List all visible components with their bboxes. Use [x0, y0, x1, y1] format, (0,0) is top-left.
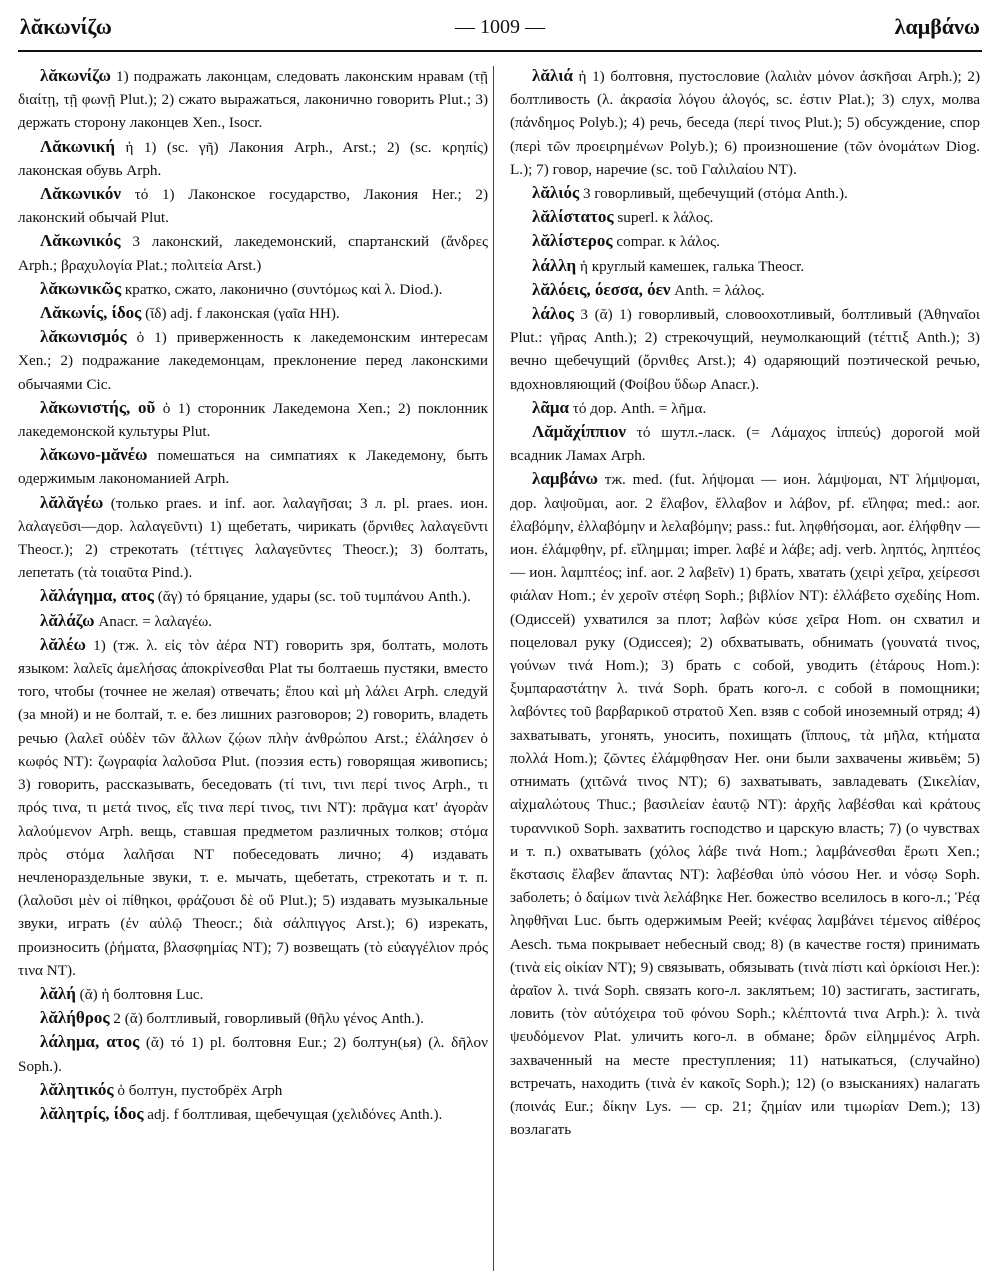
dictionary-entry — [18, 1102, 488, 1126]
dictionary-entry — [510, 205, 980, 229]
entry-definition: τό шутл.-ласк. (= Λάμαχος ἱππεύς) дорогой мой всадник Ламах Arph. — [510, 424, 980, 465]
running-head-right: λαμβάνω — [894, 14, 980, 39]
entry-headword: λαμβάνω — [532, 469, 598, 489]
entry-definition: Anth. = λάλος. — [670, 281, 765, 299]
dictionary-entry — [18, 633, 488, 982]
dictionary-entry — [18, 64, 488, 135]
page-number: — 1009 — — [455, 16, 545, 38]
entry-definition: (только praes. и inf. aor. λαλαγῆσαι; 3 л. pl. praes. ион. λαλαγεῦσι—дор. λαλαγεῦντι) 1) щебетать, чирикать (ὄρνιθες λαλαγεῦντι Theocr.); 2) стрекотать (τέττιγες λαλαγεῦντες Theocr.); 3) болтать, лепетать (τὰ τοιαῦτα Pind.). — [18, 494, 488, 582]
dictionary-entry — [510, 420, 980, 467]
entry-headword: λᾰλάζω — [40, 610, 95, 630]
column-divider — [493, 66, 494, 1271]
dictionary-entry — [510, 254, 980, 278]
dictionary-entry — [18, 325, 488, 396]
dictionary-entry — [18, 229, 488, 276]
entry-definition: τό дор. Anth. = λῆμα. — [568, 399, 707, 417]
entry-headword: λᾶμα — [532, 397, 569, 417]
entry-definition: 3 лаконский, лакедемонский, спартанский (ἄνδρες Arph.; βραχυλογία Plat.; πολιτεία Arst.) — [18, 233, 488, 274]
entry-definition: 1) (тж. λ. εἰς τὸν ἀέρα NT) говорить зря, болтать, молоть языком: λαλεῖς ἀμελήσας ἀποκρίνεσθαι Plat ты болтаешь пустяки, вместо того, чтобы (точнее не желая) отвечать; ἔπου καὶ μὴ λάλει Arph. следуй (за мной) и не болтай, т. е. без лишних разговоров; 2) говорить, владеть речью (λαλεῖ οὐδὲν τῶν ἄλλων ζῴων πλὴν ἀνθρώπου Arst.; ἐλάλησεν ὁ κωφός NT): ζωγραφία λαλοῦσα Plut. (поэзия есть) говорящая живопись; 3) говорить, рассказывать, беседовать (τί τινι, τινι περί τινος Arph., τι πρός τινα, τι μετά τινος, εἴς τινα περί τινος, τινι NT): πρᾶγμα κατ' ἀγορὰν λαλούμενον Arph. вещь, ставшая предметом различных толков; στόμα πρὸς στόμα λαλῆσαι NT побеседовать лично; 4) издавать нечленораздельные звуки, т. е. мычать, щебетать, стрекотать и т. п. (λαλοῦσι μὲν οἱ πίθηκοι, φράζουσι δὲ οὔ Plut.); 5) издавать музыкальные звуки, играть (ἐν αὐλῷ Theocr.; διὰ σάλπιγγος Arst.); 6) изрекать, произносить (ῥήματα, βλασφημίας NT); 7) возвещать (τὸ εὐαγγέλιον πρός τινα NT). — [18, 636, 488, 979]
left-column — [18, 64, 488, 1274]
entry-headword: λάλλη — [532, 255, 577, 275]
entry-definition: тж. med. (fut. λήψομαι — ион. λάμψομαι, NT λήμψομαι, дор. λαψοῦμαι, aor. 2 ἔλαβον, ἔλλαβον и λάβον, pf. εἴληφα; med.: aor. ἐλαβόμην, ἐλλαβόμην и λελαβόμην; pass.: fut. ληφθήσομαι, aor. ἐλήφθην — ион. ἐλάμφθην, pf. εἴλημμαι; imper. λαβέ и λάβε; adj. verb. ληπτός, ληπτέος — ион. λαμπτέος; inf. aor. 2 λαβεῖν) 1) брать, хватать (χειρὶ χεῖρα, χείρεσσι φιάλαν Hom.; ἐν χεροῖν στέφη Soph.; βιβλίον NT): ἐλλάβετο σχεδίης Hom. (Одиссей) ухватился за плот; λαβὼν κύσε χεῖρα Hom. он схватил и поцеловал руку (Одиссея); 2) обхватывать, обнимать (γουνατά τινος, γούνων τινά Hom.); 3) брать с собой, уводить (ἑτάρους Hom.): ξυμπαραστάτην λ. τινά Soph. брать кого-л. с собой в помощники; λαβόντες τοῦ βαρβαρικοῦ στρατοῦ Xen. взяв с собой иноземный отряд; 4) захватывать, угонять, уносить, похищать (ἵππους, τὰ μῆλα, κτήματα πολλά Hom.); ζῶντες ἐλάμφθησαν Her. они были захвачены живьём; 5) отнимать (χιτῶνά τινος NT); 6) захватывать, завладевать (Σικελίαν, αἰχμαλώτους Thuc.; βασιλείαν ἑαυτῷ NT): ἀρχῆς λαβέσθαι καὶ κράτους τυραννικοῦ Soph. захватить господство и царскую власть; 7) (о чувствах и т. п.) охватывать (χόλος λάβε τινά Hom.; λαμβάνεσθαι ἔρωτι Xen.; ἔκστασις ἔλαβεν ἅπαντας NT): λαβέσθαι ὑπὸ νόσου Her. и νόσῳ Soph. заболеть; ὁ δαίμων τινὰ λελάβηκε Her. божество вселилось в кого-л.; Ῥέᾳ ληφθῆναι Luc. быть одержимым Реей; κνέφας λαμβάνει τέμενος αἰθέρος Aesch. тьма покрывает небесный свод; 8) (в качестве гостя) принимать (τινὰ εἰς οἰκίαν NT); 9) связывать, обязывать (τινὰ πίστι καὶ ὁρκίοισι Her.): ἀραῖον λ. τινά Soph. связать кого-л. заклятьем; 10) застигать, застигать, ловить (τὸν αὐτόχειρα τοῦ φόνου Soph.; κλέπτοντά τινα Arph.): λ. τινὰ ψευδόμενον Plat. уличить кого-л. в обмане; δρῶν εἰλημμένος Arph. захваченный на месте преступления; 11) натыкаться, (случайно) встречать, находить (τινὰ ἐν κακοῖς Soph.); 12) (о взысканиях) налагать (ποινάς Eur.; δίκην Lys. — ср. 21; ζημίαν или τιμωρίαν Dem.); 13) возлагать — [510, 471, 980, 1139]
entry-definition: 2 (ᾰ) болтливый, говорливый (θῆλυ γένος Anth.). — [109, 1010, 424, 1028]
dictionary-entry — [18, 396, 488, 443]
entry-definition: ὁ 1) сторонник Лакедемона Xen.; 2) поклонник лакедемонской культуры Plut. — [18, 399, 488, 441]
entry-headword: λᾰλητρίς, ίδος — [40, 1103, 144, 1123]
entry-definition: (ᾰ) ἡ болтовня Luc. — [75, 985, 204, 1003]
entry-headword: λᾰκωνίζω — [40, 66, 111, 85]
entry-headword: Λᾰκωνίς, ίδος — [40, 303, 142, 323]
entry-headword: λᾰλίστερος — [532, 231, 613, 251]
entry-definition: (ῐδ) adj. f лаконская (γαῖα HH). — [141, 305, 340, 323]
dictionary-entry — [510, 229, 980, 253]
dictionary-entry — [510, 302, 980, 396]
entry-headword: λᾰλήθρος — [40, 1008, 110, 1028]
dictionary-entry — [18, 135, 488, 182]
entry-definition: adj. f болтливая, щебечущая (χελιδόνες Anth.). — [143, 1105, 443, 1123]
dictionary-entry — [18, 443, 488, 490]
entry-headword: Λᾰκωνική — [40, 136, 116, 156]
dictionary-entry — [510, 467, 980, 1141]
page-header — [18, 10, 982, 52]
entry-headword: λᾰλόεις, όεσσα, όεν — [532, 279, 671, 299]
dictionary-entry — [510, 396, 980, 420]
dictionary-entry — [18, 277, 488, 301]
dictionary-entry — [18, 1030, 488, 1077]
dictionary-entry — [18, 609, 488, 633]
entry-definition: Anacr. = λαλαγέω. — [94, 612, 213, 630]
entry-definition: 3 (ᾰ) 1) говорливый, словоохотливый, болтливый (Ἀθηναῖοι Plut.: γῆρας Anth.); 2) стрекочущий, неумолкающий (τέττιξ Anth.); 3) вечно щебечущий (ὄρνιθες Arst.); 4) одаряющий поэтической речью, вдохновляющий (Φοίβου ὕδωρ Anacr.). — [510, 306, 980, 393]
entry-headword: λᾰκωνικῶς — [40, 278, 122, 298]
dictionary-entry — [18, 182, 488, 229]
dictionary-entry — [18, 301, 488, 325]
entry-definition: кратко, сжато, лаконично (συντόμως καὶ λ. Diod.). — [121, 280, 443, 298]
dictionary-entry — [510, 64, 980, 181]
entry-definition: помешаться на симпатиях к Лакедемону, быть одержимым лакономанией Arph. — [18, 447, 488, 488]
entry-headword: λᾰλιός — [532, 183, 580, 203]
dictionary-entry — [18, 491, 488, 585]
entry-headword: Λᾰκωνικόν — [40, 184, 121, 204]
dictionary-entry — [18, 1006, 488, 1030]
dictionary-entry — [18, 584, 488, 608]
entry-headword: λάλος — [532, 304, 574, 324]
dictionary-entry — [510, 278, 980, 302]
entry-headword: λᾰλίστατος — [532, 207, 614, 227]
entry-definition: τό 1) Лаконское государство, Лакония Her.; 2) лаконский обычай Plut. — [18, 186, 488, 227]
entry-definition: ἡ 1) (sc. γῆ) Лакония Arph., Arst.; 2) (sc. κρηπίς) лаконская обувь Arph. — [18, 138, 488, 179]
entry-definition: 1) подражать лаконцам, следовать лаконским нравам (τῇ διαίτῃ, τῇ φωνῇ Plut.); 2) сжато выражаться, лаконично говорить Plut.; 3) держать сторону лаконцев Xen., Isocr. — [18, 68, 488, 132]
entry-headword: λᾰκωνιστής, οῦ — [40, 397, 156, 417]
dictionary-entry — [18, 982, 488, 1006]
entry-definition: compar. к λάλος. — [612, 233, 720, 251]
right-column — [510, 64, 980, 1274]
dictionary-entry — [18, 1078, 488, 1102]
entry-headword: Λᾰμᾰχίππιον — [532, 422, 626, 442]
entry-headword: λᾰκωνισμός — [40, 327, 127, 347]
entry-definition: ἡ 1) болтовня, пустословие (λαλιὰν μόνον ἀσκῆσαι Arph.); 2) болтливость (λ. ἀκρασία λόγου ἀλογός, sc. ἐστιν Plat.); 3) слух, молва (πάνδημος Polyb.); 4) речь, беседа (περί τινος Plut.); 5) обсуждение, спор (περὶ τῶν προειρημένων Polyb.); 6) произношение (τῶν ὀνομάτων Diog. L.); 7) говор, наречие (sc. τοῦ Γαλιλαίου NT). — [510, 68, 980, 178]
dictionary-entry — [510, 181, 980, 205]
entry-definition: (ᾰγ) τό бряцание, удары (sc. τοῦ τυμπάνου Anth.). — [153, 588, 471, 606]
entry-headword: λᾰλιά — [532, 66, 573, 85]
entry-definition: ὁ болтун, пустобрёх Arph — [113, 1081, 283, 1099]
entry-headword: λᾰλᾰγέω — [40, 492, 104, 512]
entry-headword: λᾰλητικός — [40, 1079, 114, 1099]
entry-headword: λᾰλάγημα, ατος — [40, 586, 154, 606]
entry-definition: 3 говорливый, щебечущий (στόμα Anth.). — [579, 185, 848, 203]
running-head-left: λᾰκωνίζω — [20, 14, 112, 39]
entry-definition: ὁ 1) приверженность к лакедемонским интересам Xen.; 2) подражание лакедемонцам, преклонение перед лаконскими обычаями Cic. — [18, 329, 488, 393]
entry-definition: ἡ круглый камешек, галька Theocr. — [576, 257, 805, 275]
entry-headword: Λᾰκωνικός — [40, 231, 121, 251]
entry-headword: λᾰκωνο-μᾰνέω — [40, 445, 148, 465]
entry-definition: (ᾰ) τό 1) pl. болтовня Eur.; 2) болтун(ья) (λ. δῆλον Soph.). — [18, 1034, 488, 1075]
entry-definition: superl. к λάλος. — [613, 209, 714, 227]
entry-headword: λᾰλέω — [40, 634, 86, 654]
entry-headword: λάλημα, ατος — [40, 1032, 140, 1052]
entry-headword: λᾰλή — [40, 983, 76, 1003]
